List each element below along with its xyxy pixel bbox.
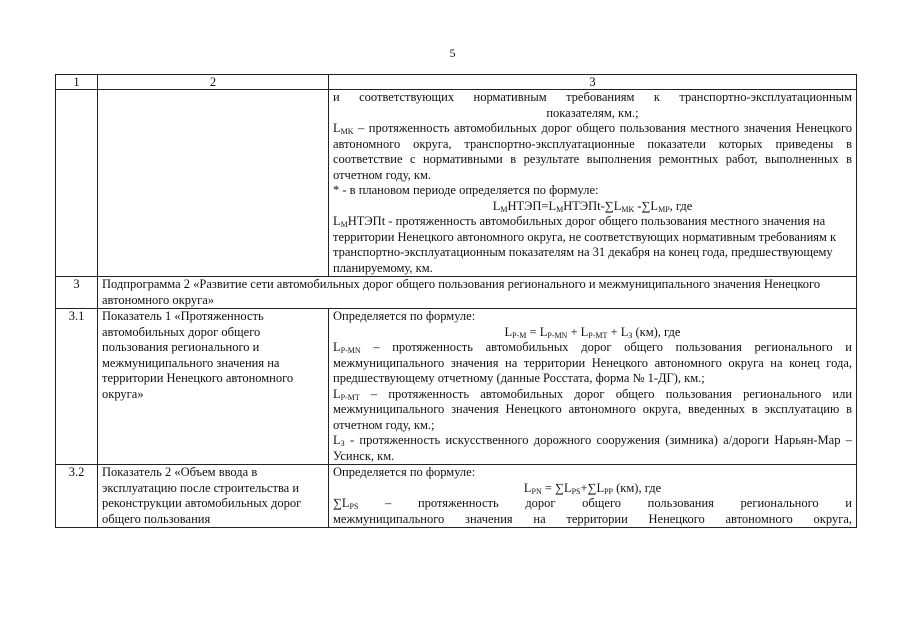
- column-header-1: 1: [56, 75, 98, 90]
- table-row-indicator-1: [56, 309, 857, 465]
- column-header-2: 2: [98, 75, 329, 90]
- page-number: 5: [449, 46, 456, 60]
- definition-lz: $L_З$ - протяженность искусственного дорожного сооружения (зимника) а/дороги Нарьян-Мар – Усинск, км.: [333, 433, 853, 463]
- row-number: 3: [56, 277, 98, 309]
- formula-lpm: $L_{P-M} = L_{P-MN} + L_{P-MT} + L_З$ (км), где: [504, 324, 681, 340]
- definition-text: – протяженность автомобильных дорог общего пользования местного значения Ненецкого автономного округа, транспортно-эксплуатационные показатели которых приведены в соответствие с нормативными в результате выполнения ремонтных работ, выполненных в отчетном году, км.: [333, 121, 853, 182]
- definition-lmntep: $L_MНТЭПt$ - протяженность автомобильных дорог общего пользования местного значения на территории Ненецкого автономного округа, не соответствующих нормативным требованиям к транспортно-эксплуатационным показателям на 31 декабря на конец года, предшествующему планируемому, км.: [333, 214, 837, 275]
- plan-note: * - в плановом периоде определяется по формуле:: [333, 183, 599, 197]
- row-number: 3.2: [56, 465, 98, 528]
- definition-lps-cont: межмуниципального значения на территории Ненецкого автономного округа,: [333, 511, 852, 526]
- definition-lps: $\sum L_{PS}$ – протяженность дорог общего пользования регионального и: [333, 496, 852, 511]
- indicator-name: Показатель 2 «Объем ввода в эксплуатацию после строительства и реконструкции автомобильных дорог общего пользования: [98, 465, 329, 528]
- definition-text: – протяженность автомобильных дорог общего пользования регионального и межмуниципального значения на территории Ненецкого автономного округа на конец года, предшествующему отчетному (данные Росстата, форма № 1-ДГ), км.;: [333, 340, 852, 385]
- formula-intro: Определяется по формуле:: [333, 309, 476, 323]
- table-header-row: [56, 75, 857, 90]
- table-row-subprogram: [56, 277, 857, 309]
- definition-text: НТЭПt - протяженность автомобильных дорог общего пользования местного значения на территории Ненецкого автономного округа, не соответствующих нормативным требованиям к транспортно-эксплуатационным показателям на 31 декабря на конец года, предшествующему планируемому, км.: [333, 214, 837, 275]
- indicator-name: Показатель 1 «Протяженность автомобильных дорог общего пользования регионального и межмуниципального значения на территории Ненецкого автономного округа»: [98, 309, 329, 465]
- definition-lpmt: $L_{P-MT}$ – протяженность автомобильных дорог общего пользования регионального или межмуниципального значения Ненецкого автономного округа, введенных в эксплуатацию в отчетном году, км.;: [333, 386, 853, 432]
- formula-unit: (км): [635, 324, 658, 339]
- method-cell: [329, 90, 857, 277]
- paragraph-line: показателям, км.;: [546, 105, 639, 120]
- definition-lmk: $L_{MK}$ – протяженность автомобильных дорог общего пользования местного значения Ненецкого автономного округа, транспортно-эксплуатационные показатели которых приведены в соответствие с нормативными в результате выполнения ремонтных работ, выполненных в отчетном году, км.: [333, 121, 853, 182]
- formula-suffix: , где: [657, 324, 681, 339]
- method-cell: [329, 465, 857, 528]
- paragraph-line: и соответствующих нормативным требованиям к транспортно-эксплуатационным: [333, 90, 852, 104]
- cell-empty: [98, 90, 329, 277]
- definition-lpmn: $L_{P-MN}$ – протяженность автомобильных дорог общего пользования регионального и межмуниципального значения на территории Ненецкого автономного округа на конец года, предшествующему отчетному (данные Росстата, форма № 1-ДГ), км.;: [333, 340, 852, 385]
- definition-text: - протяженность искусственного дорожного сооружения (зимника) а/дороги Нарьян-Мар – Усинск, км.: [333, 433, 853, 463]
- table-row-indicator-2: [56, 465, 857, 528]
- definition-text: – протяженность дорог общего пользования регионального и: [385, 496, 852, 510]
- method-cell: [329, 309, 857, 465]
- cell-empty: [56, 90, 98, 277]
- subprogram-title: Подпрограмма 2 «Развитие сети автомобильных дорог общего пользования регионального и межмуниципального значения Ненецкого автономного округа»: [98, 277, 857, 309]
- formula-suffix: , где: [669, 198, 693, 213]
- row-number: 3.1: [56, 309, 98, 465]
- formula-suffix: (км), где: [616, 480, 662, 495]
- definition-text: – протяженность автомобильных дорог общего пользования регионального или межмуниципального значения Ненецкого автономного округа, введенных в эксплуатацию в отчетном году, км.;: [333, 386, 853, 432]
- formula-plan: $L_MНТЭП=L_MНТЭПt-\sum L_{MK}$ $-\sum L_{MP}$, где: [492, 198, 693, 214]
- indicators-table: [55, 74, 857, 528]
- formula-lpn: $L_{PN} = \sum L_{PS}+\sum L_{PP}$ (км), где: [523, 480, 662, 496]
- formula-intro: Определяется по формуле:: [333, 465, 476, 479]
- table-row-continued: [56, 90, 857, 277]
- column-header-3: 3: [329, 75, 857, 90]
